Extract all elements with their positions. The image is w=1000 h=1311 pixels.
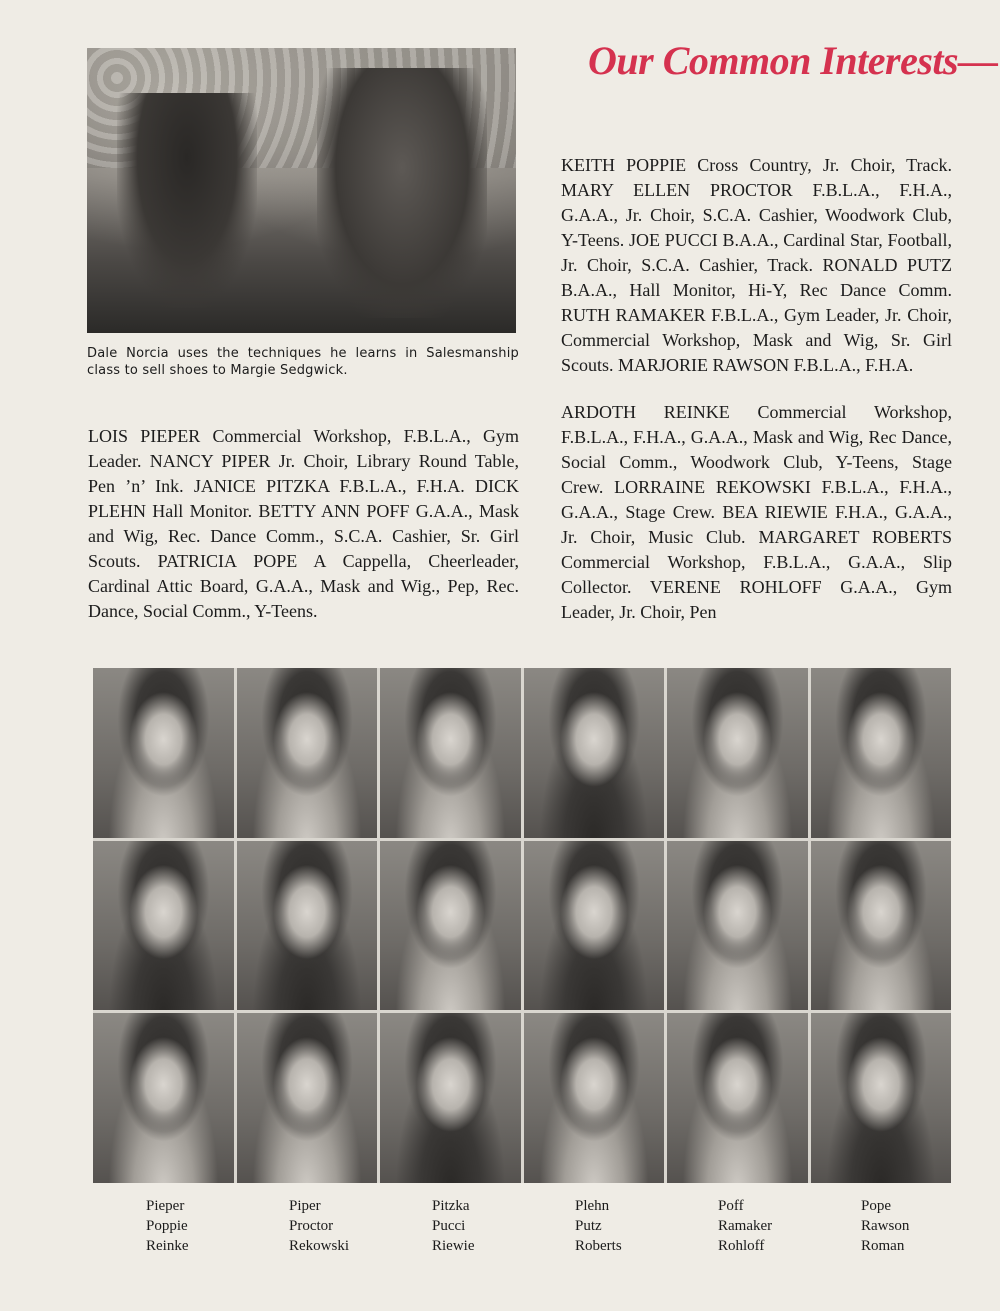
portrait-name: Riewie — [432, 1238, 475, 1254]
name-column — [522, 1196, 665, 1256]
page-heading: Our Common Interests— — [588, 38, 998, 83]
portrait-name: Reinke — [146, 1238, 189, 1254]
portrait-plehn — [524, 668, 665, 838]
portrait-name: Pope — [861, 1198, 891, 1214]
portrait-name: Piper — [289, 1198, 321, 1214]
customer-figure — [317, 68, 487, 318]
portrait-name: Rohloff — [718, 1238, 765, 1254]
portrait-piper — [237, 668, 378, 838]
portrait-name: Roman — [861, 1238, 905, 1254]
activities-paragraph-right-1: KEITH POPPIE Cross Country, Jr. Choir, Track. MARY ELLEN PROCTOR F.B.L.A., F.H.A., G.A.A., Jr. Choir, S.C.A. Cashier, Woodwork Club, Y-Teens. JOE PUCCI B.A.A., Cardinal Star, Football, Jr. Choir, S.C.A. Cashier, Track. RONALD PUTZ B.A.A., Hall Monitor, Hi-Y, Rec Dance Comm. RUTH RAMAKER F.B.L.A., Gym Leader, Jr. Choir, Commercial Workshop, Mask and Wig, Sr. Girl Scouts. MARJORIE RAWSON F.B.L.A., F.H.A. — [561, 155, 952, 375]
portrait-name: Ramaker — [718, 1218, 773, 1234]
portrait-name: Plehn — [575, 1198, 610, 1214]
feature-photo — [87, 48, 516, 333]
portrait-reinke — [93, 1013, 234, 1183]
portrait-name: Rekowski — [289, 1238, 349, 1254]
portrait-putz — [524, 841, 665, 1011]
name-column — [236, 1196, 379, 1256]
portrait-name: Pitzka — [432, 1198, 470, 1214]
portrait-pucci — [380, 841, 521, 1011]
portrait-name-columns — [93, 1196, 951, 1256]
name-column — [379, 1196, 522, 1256]
portrait-name: Proctor — [289, 1218, 334, 1234]
name-column — [808, 1196, 951, 1256]
portrait-rekowski — [237, 1013, 378, 1183]
salesman-figure — [117, 93, 257, 308]
portrait-name: Pucci — [432, 1218, 466, 1234]
portrait-roberts — [524, 1013, 665, 1183]
portrait-pitzka — [380, 668, 521, 838]
portrait-name: Pieper — [146, 1198, 185, 1214]
name-column — [93, 1196, 236, 1256]
portrait-name: Putz — [575, 1218, 602, 1234]
portrait-name: Rawson — [861, 1218, 910, 1234]
portrait-poppie — [93, 841, 234, 1011]
portrait-name: Poppie — [146, 1218, 188, 1234]
portrait-rohloff — [667, 1013, 808, 1183]
feature-photo-caption: Dale Norcia uses the techniques he learns in Salesmanship class to sell shoes to Margie Sedgwick. — [87, 346, 519, 378]
activities-paragraph-right-2: ARDOTH REINKE Commercial Workshop, F.B.L.A., F.H.A., G.A.A., Mask and Wig, Rec Dance, Social Comm., Woodwork Club, Y-Teens, Stage Crew. LORRAINE REKOWSKI F.B.L.A., F.H.A., G.A.A., Stage Crew. BEA RIEWIE F.H.A., G.A.A., Jr. Choir, Music Club. MARGARET ROBERTS Commercial Workshop, F.B.L.A., G.A.A., Slip Collector. VERENE ROHLOFF G.A.A., Gym Leader, Jr. Choir, Pen — [561, 402, 952, 622]
portrait-ramaker — [667, 841, 808, 1011]
portrait-pope — [811, 668, 952, 838]
name-column — [665, 1196, 808, 1256]
portrait-roman — [811, 1013, 952, 1183]
portrait-poff — [667, 668, 808, 838]
activities-paragraph-left: LOIS PIEPER Commercial Workshop, F.B.L.A., Gym Leader. NANCY PIPER Jr. Choir, Library Round Table, Pen ’n’ Ink. JANICE PITZKA F.B.L.A., F.H.A. DICK PLEHN Hall Monitor. BETTY ANN POFF G.A.A., Mask and Wig, Rec. Dance Comm., S.C.A. Cashier, Sr. Girl Scouts. PATRICIA POPE A Cappella, Cheerleader, Cardinal Attic Board, G.A.A., Mask and Wig., Pep, Rec. Dance, Social Comm., Y-Teens. — [88, 426, 519, 621]
portrait-riewie — [380, 1013, 521, 1183]
portrait-rawson — [811, 841, 952, 1011]
portrait-name: Roberts — [575, 1238, 622, 1254]
portrait-grid — [93, 668, 951, 1183]
portrait-name: Poff — [718, 1198, 744, 1214]
portrait-proctor — [237, 841, 378, 1011]
portrait-pieper — [93, 668, 234, 838]
